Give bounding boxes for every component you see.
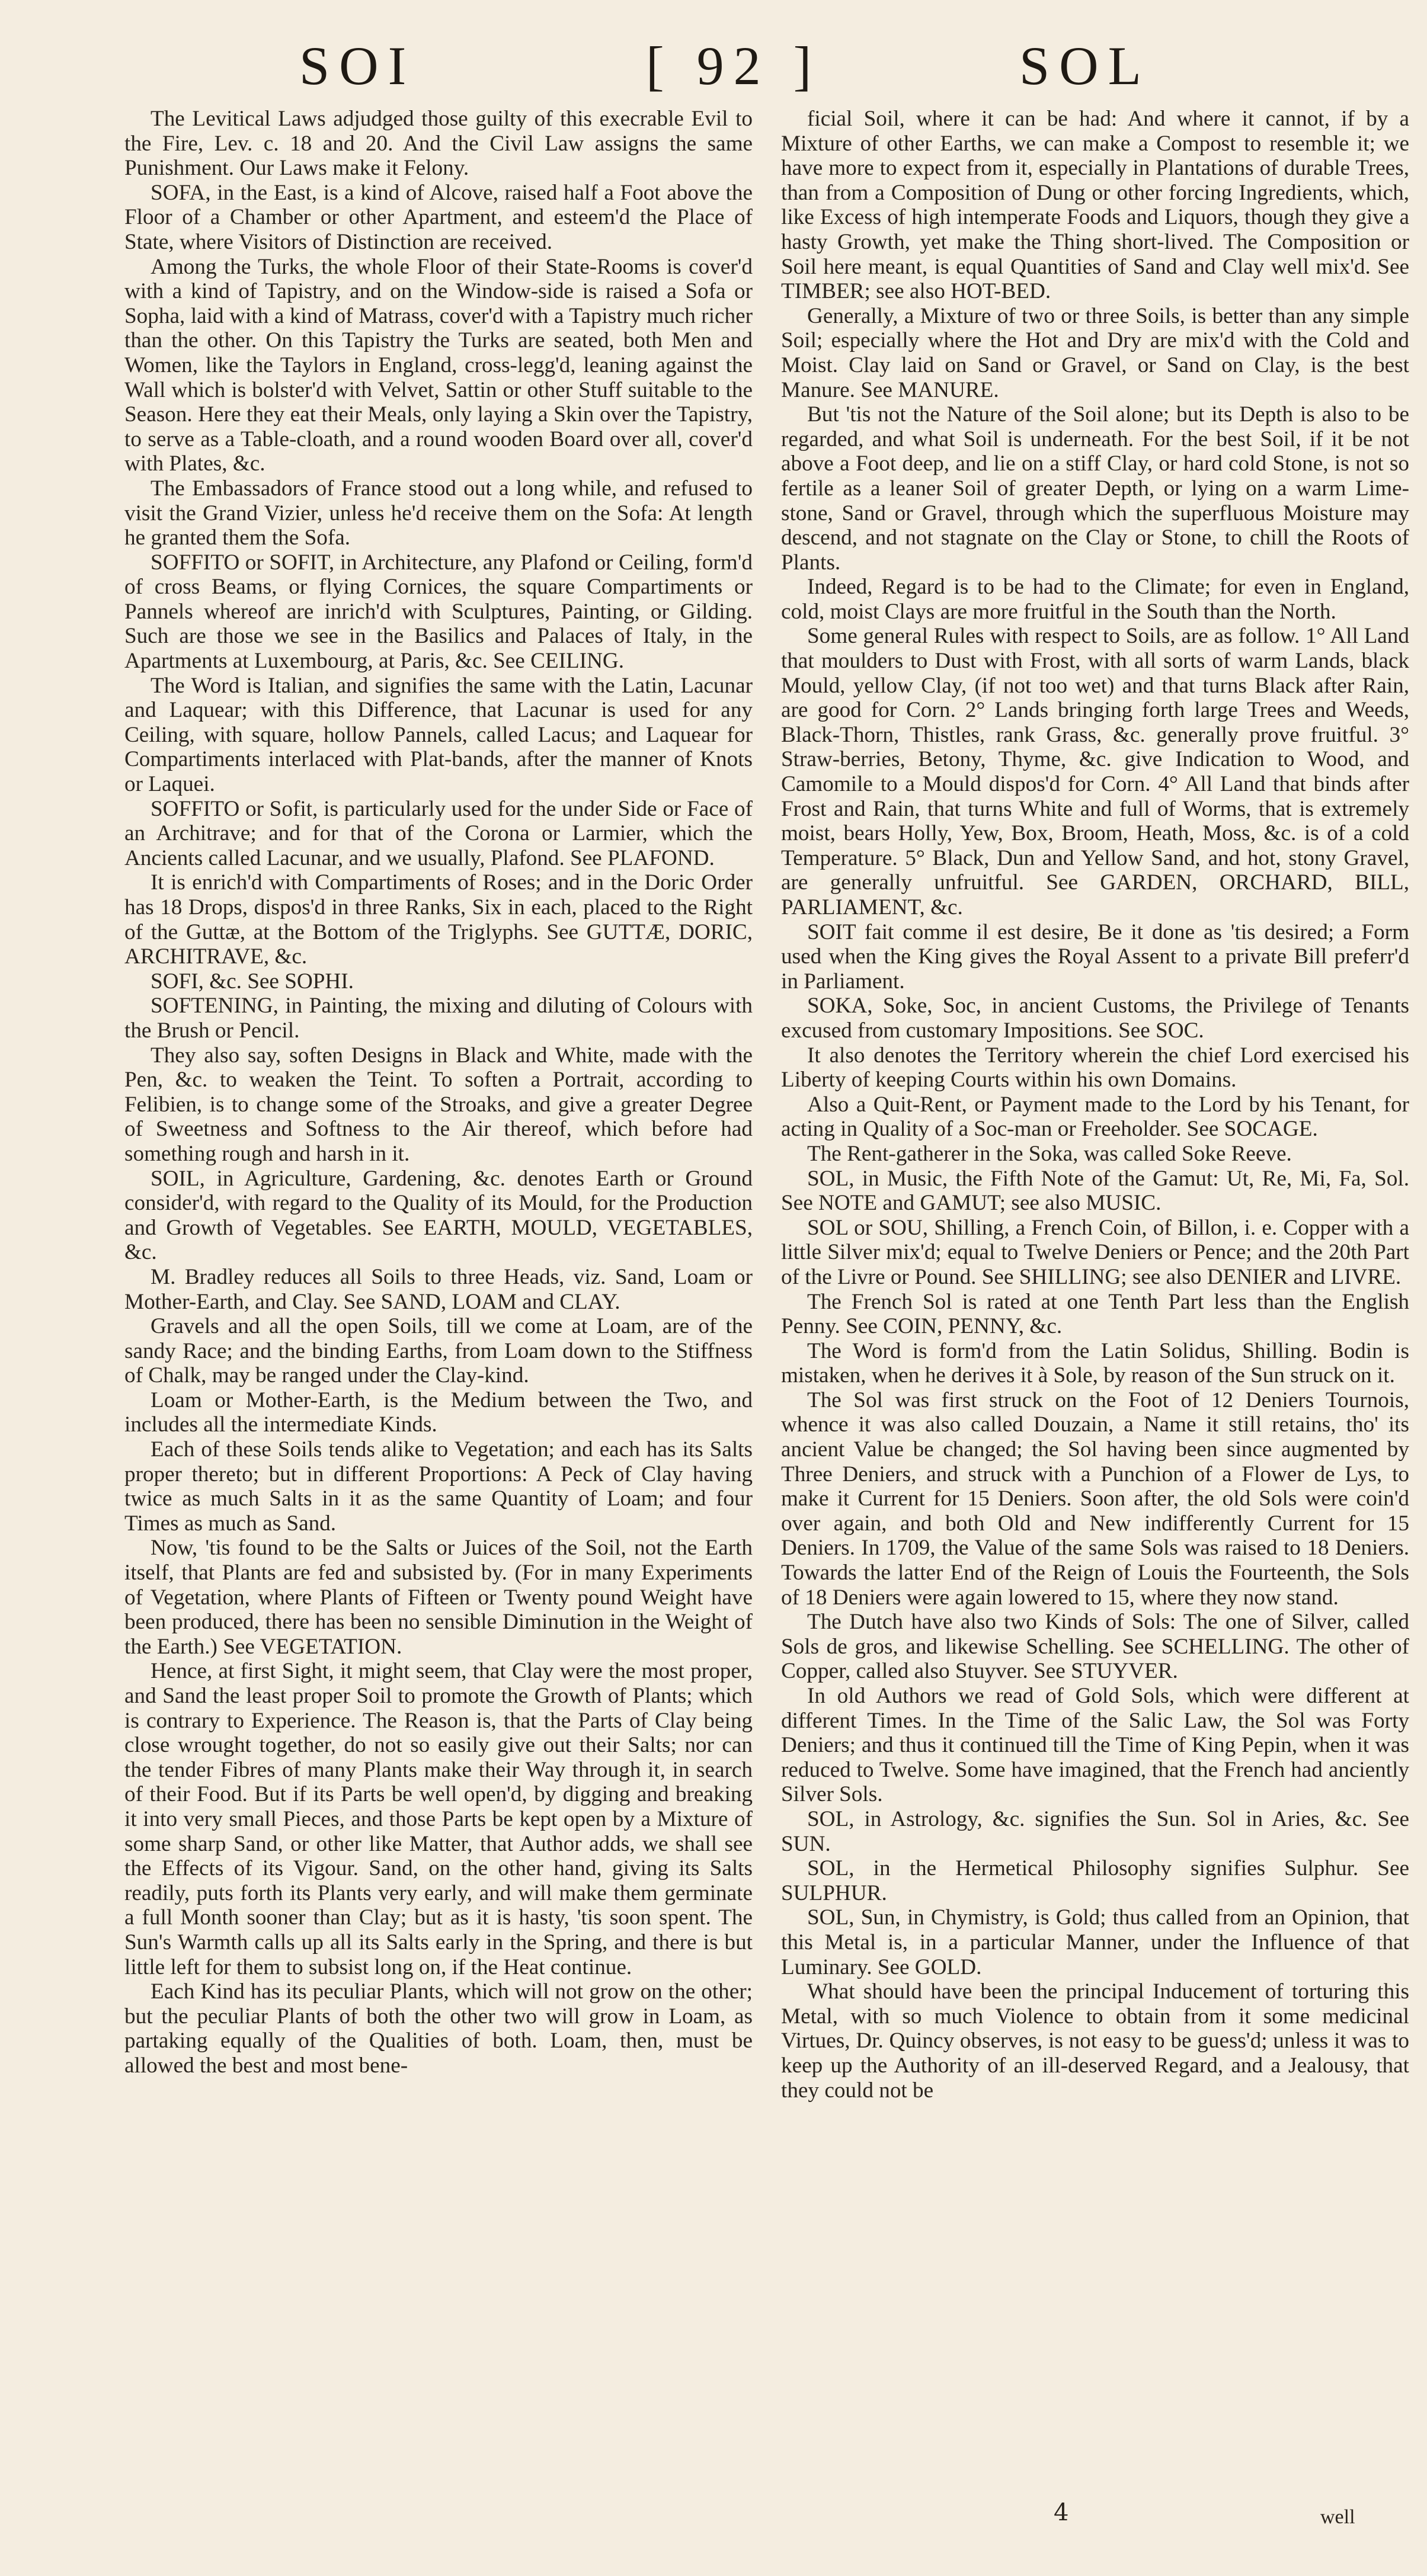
entry-paragraph: Also a Quit-Rent, or Payment made to the Lord by his Tenant, for acting in Quality of a Soc-man or Freeholder. See SOCAGE. [781,1092,1409,1142]
entry-paragraph: The Levitical Laws adjudged those guilty of this execrable Evil to the Fire, Lev. c. 18 and 20. And the Civil Law assigns the same Punishment. Our Laws make it Felony. [124,107,753,181]
header-left-guideword: SOI [299,36,416,96]
entry-paragraph: SOL, Sun, in Chymistry, is Gold; thus called from an Opinion, that this Metal is, in a particular Manner, under the Influence of that Luminary. See GOLD. [781,1905,1409,1979]
entry-paragraph: M. Bradley reduces all Soils to three Heads, viz. Sand, Loam or Mother-Earth, and Clay. See SAND, LOAM and CLAY. [124,1264,753,1314]
entry-paragraph: SOFFITO or Sofit, is particularly used for the under Side or Face of an Architrave; and for that of the Corona or Larmier, which the Ancients called Lacunar, and we usually, Plafond. See PLAFOND. [124,796,753,870]
left-column [124,107,753,2078]
entry-paragraph: Each of these Soils tends alike to Vegetation; and each has its Salts proper thereto; but in different Proportions: A Peck of Clay having twice as much Salts in it as the same Quantity of Loam; and four Times as much as Sand. [124,1437,753,1536]
entry-paragraph: Gravels and all the open Soils, till we come at Loam, are of the sandy Race; and the binding Earths, from Loam down to the Stiffness of Chalk, may be ranged under the Clay-kind. [124,1314,753,1388]
entry-paragraph: Among the Turks, the whole Floor of their State-Rooms is cover'd with a kind of Tapistry, and on the Window-side is raised a Sofa or Sopha, laid with a kind of Matrass, cover'd with a Tapistry much richer than the other. On this Tapistry the Turks are seated, both Men and Women, like the Taylors in England, cross-legg'd, leaning against the Wall which is bolster'd with Velvet, Sattin or other Stuff suitable to the Season. Here they eat their Meals, only laying a Skin over the Tapistry, to serve as a Table-cloath, and a round wooden Board over all, cover'd with Plates, &c. [124,254,753,476]
entry-paragraph: The Word is form'd from the Latin Solidus, Shilling. Bodin is mistaken, when he derives it à Sole, by reason of the Sun struck on it. [781,1338,1409,1388]
entry-paragraph: But 'tis not the Nature of the Soil alone; but its Depth is also to be regarded, and what Soil is underneath. For the best Soil, if it be not above a Foot deep, and lie on a stiff Clay, or hard cold Stone, is not so fertile as a leaner Soil of greater Depth, or lying on a warm Lime-stone, Sand or Gravel, through which the superfluous Moisture may descend, and not stagnate on the Clay or Stone, to chill the Roots of Plants. [781,402,1409,575]
entry-paragraph: The French Sol is rated at one Tenth Part less than the English Penny. See COIN, PENNY, &c. [781,1289,1409,1339]
signature-mark: 4 [1054,2499,1069,2526]
entry-paragraph: SOFTENING, in Painting, the mixing and diluting of Colours with the Brush or Pencil. [124,994,753,1043]
entry-paragraph: Hence, at first Sight, it might seem, that Clay were the most proper, and Sand the least proper Soil to promote the Growth of Plants; which is contrary to Experience. The Reason is, that the Parts of Clay being close wrought together, do not so easily give out their Salts; nor can the tender Fibres of many Plants make their Way through it, in search of their Food. But if its Parts be well open'd, by digging and breaking it into very small Pieces, and those Parts be kept open by a Mixture of some sharp Sand, or other like Matter, that Author adds, we shall see the Effects of its Vigour. Sand, on the other hand, giving its Salts readily, puts forth its Plants very early, and will make them germinate a full Month sooner than Clay; but as it is hasty, 'tis soon spent. The Sun's Warmth calls up all its Salts early in the Spring, and there is but little left for them to subsist long on, if the Heat continue. [124,1659,753,1979]
entry-paragraph: SOFFITO or SOFIT, in Architecture, any Plafond or Ceiling, form'd of cross Beams, or flying Cornices, the square Compartiments or Pannels whereof are inrich'd with Sculptures, Painting, or Gilding. Such are those we see in the Basilics and Palaces of Italy, in the Apartments at Luxembourg, at Paris, &c. See CEILING. [124,550,753,674]
entry-paragraph: Loam or Mother-Earth, is the Medium between the Two, and includes all the intermediate Kinds. [124,1388,753,1437]
entry-paragraph: SOFI, &c. See SOPHI. [151,969,354,994]
entry-paragraph: Each Kind has its peculiar Plants, which will not grow on the other; but the peculiar Plants of both the other two will grow in Loam, as partaking equally of the Qualities of both. Loam, then, must be allowed the best and most bene- [124,1979,753,2078]
entry-paragraph: SOL, in Music, the Fifth Note of the Gamut: Ut, Re, Mi, Fa, Sol. See NOTE and GAMUT; see also MUSIC. [781,1166,1409,1216]
entry-paragraph: The Sol was first struck on the Foot of 12 Deniers Tournois, whence it was also called Douzain, a Name it still retains, tho' its ancient Value be changed; the Sol having been since augmented by Three Deniers, and struck with a Punchion of a Flower de Lys, to make it Current for 15 Deniers. Soon after, the old Sols were coin'd over again, and both Old and New indifferently Current for 15 Deniers. In 1709, the Value of the same Sols was raised to 18 Deniers. Towards the latter End of the Reign of Louis the Fourteenth, the Sols of 18 Deniers were again lowered to 15, where they now stand. [781,1388,1409,1610]
entry-paragraph: What should have been the principal Inducement of torturing this Metal, with so much Violence to obtain from it some medicinal Virtues, Dr. Quincy observes, is not easy to be guess'd; unless it was to keep up the Authority of an ill-deserved Regard, and a Jealousy, that they could not be [781,1979,1409,2103]
entry-paragraph: Now, 'tis found to be the Salts or Juices of the Soil, not the Earth itself, that Plants are fed and subsisted by. (For in many Experiments of Vegetation, where Plants of Fifteen or Twenty pound Weight have been produced, there has been no sensible Diminution in the Weight of the Earth.) See VEGETATION. [124,1536,753,1659]
entry-paragraph: SOL, in the Hermetical Philosophy signifies Sulphur. See SULPHUR. [781,1856,1409,1905]
header-right-guideword: SOL [1019,36,1151,96]
entry-paragraph: It is enrich'd with Compartiments of Roses; and in the Doric Order has 18 Drops, dispos'd in three Ranks, Six in each, placed to the Right of the Guttæ, at the Bottom of the Triglyphs. See GUTTÆ, DORIC, ARCHITRAVE, &c. [124,870,753,969]
right-column [781,107,1409,2103]
entry-paragraph: The Word is Italian, and signifies the same with the Latin, Lacunar and Laquear; with this Difference, that Lacunar is used for any Ceiling, with square, hollow Pannels, called Lacus; and Laquear for Compartiments interlaced with Plat-bands, after the manner of Knots or Laquei. [124,673,753,797]
entry-paragraph: SOIT fait comme il est desire, Be it done as 'tis desired; a Form used when the King gives the Royal Assent to a private Bill preferr'd in Parliament. [781,919,1409,994]
running-header [0,34,1427,105]
entry-paragraph: SOKA, Soke, Soc, in ancient Customs, the Privilege of Tenants excused from customary Impositions. See SOC. [781,994,1409,1043]
entry-paragraph: The Rent-gatherer in the Soka, was called Soke Reeve. [807,1141,1292,1166]
entry-paragraph: SOL, in Astrology, &c. signifies the Sun. Sol in Aries, &c. See SUN. [781,1806,1409,1856]
entry-paragraph: The Embassadors of France stood out a long while, and refused to visit the Grand Vizier, unless he'd receive them on the Sofa: At length he granted them the Sofa. [124,476,753,550]
entry-paragraph: ficial Soil, where it can be had: And where it cannot, if by a Mixture of other Earths, we can make a Compost to resemble it; we have more to expect from it, especially in Plantations of durable Trees, than from a Composition of Dung or other forcing Ingredients, which, like Excess of high intemperate Foods and Liquors, though they give a hasty Growth, yet make the Thing short-lived. The Composition or Soil here meant, is equal Quantities of Sand and Clay well mix'd. See TIMBER; see also HOT-BED. [781,107,1409,304]
entry-paragraph: In old Authors we read of Gold Sols, which were different at different Times. In the Time of the Salic Law, the Sol was Forty Deniers; and thus it continued till the Time of King Pepin, when it was reduced to Twelve. Some have imagined, that the French had anciently Silver Sols. [781,1684,1409,1807]
entry-paragraph: Indeed, Regard is to be had to the Climate; for even in England, cold, moist Clays are more fruitful in the South than the North. [781,575,1409,624]
entry-paragraph: SOL or SOU, Shilling, a French Coin, of Billon, i. e. Copper with a little Silver mix'd; equal to Twelve Deniers or Pence; and the 20th Part of the Livre or Pound. See SHILLING; see also DENIER and LIVRE. [781,1215,1409,1289]
entry-paragraph: It also denotes the Territory wherein the chief Lord exercised his Liberty of keeping Courts within his own Domains. [781,1043,1409,1092]
entry-paragraph: The Dutch have also two Kinds of Sols: The one of Silver, called Sols de gros, and likewise Schelling. See SCHELLING. The other of Copper, called also Stuyver. See STUYVER. [781,1610,1409,1684]
entry-paragraph: Generally, a Mixture of two or three Soils, is better than any simple Soil; especially where the Hot and Dry are mix'd with the Cold and Moist. Clay laid on Sand or Gravel, or Sand on Clay, is the best Manure. See MANURE. [781,303,1409,402]
entry-paragraph: SOFA, in the East, is a kind of Alcove, raised half a Foot above the Floor of a Chamber or other Apartment, and esteem'd the Place of State, where Visitors of Distinction are received. [124,180,753,254]
entry-paragraph: Some general Rules with respect to Soils, are as follow. 1° All Land that moulders to Dust with Frost, with all sorts of warm Lands, black Mould, yellow Clay, (if not too wet) and that turns Black after Rain, are good for Corn. 2° Lands bringing forth large Trees and Weeds, Black-Thorn, Thistles, rank Grass, &c. generally prove fruitful. 3° Straw-berries, Betony, Thyme, &c. give Indication to Wood, and Camomile to a Mould dispos'd for Corn. 4° All Land that binds after Frost and Rain, that turns White and full of Worms, that is extremely moist, bears Holly, Yew, Box, Broom, Heath, Moss, &c. is of a cold Temperature. 5° Black, Dun and Yellow Sand, and hot, stony Gravel, are generally unfruitful. See GARDEN, ORCHARD, BILL, PARLIAMENT, &c. [781,624,1409,919]
catchword: well [1320,2506,1355,2528]
entry-paragraph: SOIL, in Agriculture, Gardening, &c. denotes Earth or Ground consider'd, with regard to the Quality of its Mould, for the Production and Growth of Vegetables. See EARTH, MOULD, VEGETABLES, &c. [124,1166,753,1265]
page-number: [ 92 ] [646,36,821,96]
entry-paragraph: They also say, soften Designs in Black and White, made with the Pen, &c. to weaken the Teint. To soften a Portrait, according to Felibien, is to change some of the Stroaks, and give a greater Degree of Sweetness and Softness to the Air thereof, which before had something rough and harsh in it. [124,1043,753,1166]
